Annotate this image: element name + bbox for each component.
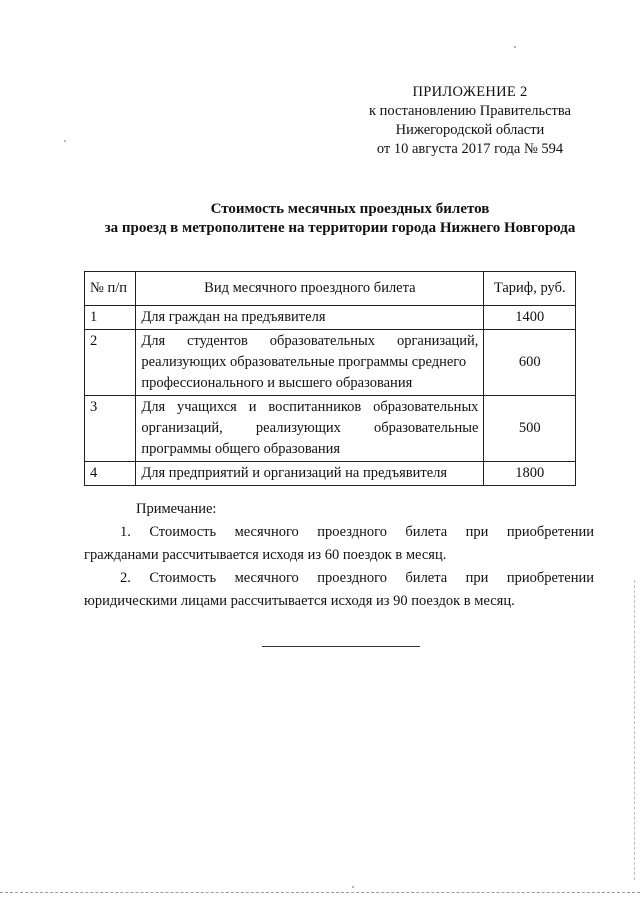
note-item-1 [84, 521, 594, 567]
closing-divider-line [262, 646, 420, 647]
row-number: 4 [85, 462, 136, 486]
note-item-2-continuation: юридическими лицами рассчитывается исходя из 90 поездок в месяц. [84, 593, 515, 609]
header-tariff: Тариф, руб. [484, 272, 576, 306]
row-ticket-type-line: Для предприятий и организаций на предъявителя [141, 465, 448, 481]
row-ticket-type-line: программы общего образования [141, 441, 341, 457]
header-ticket-type: Вид месячного проездного билета [136, 272, 484, 306]
row-number: 2 [85, 330, 136, 396]
row-ticket-type-line: профессионального и высшего образования [141, 375, 413, 391]
document-title [0, 200, 640, 238]
row-tariff: 500 [484, 396, 576, 462]
appendix-reference-date: от 10 августа 2017 года № 594 [376, 141, 564, 157]
scan-speck [64, 140, 66, 142]
notes-section [84, 498, 594, 613]
note-item-2 [84, 567, 594, 613]
note-item-2-first-line: 2. Стоимость месячного проездного билета при приобретении [120, 570, 594, 586]
scan-edge-bottom [0, 892, 640, 893]
header-number: № п/п [85, 272, 136, 306]
table-row [85, 396, 576, 462]
title-line-2: за проезд в метрополитене на территории города Нижнего Новгорода [104, 220, 576, 236]
table-row [85, 462, 576, 486]
note-item-1-continuation: гражданами рассчитывается исходя из 60 поездок в месяц. [84, 547, 447, 563]
appendix-header [350, 83, 590, 159]
table-row [85, 330, 576, 396]
note-item-1-first-line: 1. Стоимость месячного проездного билета при приобретении [120, 524, 594, 540]
row-tariff: 1400 [484, 306, 576, 330]
table-row [85, 306, 576, 330]
row-ticket-type-line: организаций, реализующих образовательные [141, 420, 479, 436]
appendix-reference-line-1: к постановлению Правительства [369, 103, 571, 119]
row-ticket-type [136, 306, 484, 330]
row-number: 3 [85, 396, 136, 462]
appendix-number: ПРИЛОЖЕНИЕ 2 [412, 84, 528, 100]
row-ticket-type-line: Для учащихся и воспитанников образовательных [141, 399, 479, 415]
row-tariff: 1800 [484, 462, 576, 486]
table-header-row [85, 272, 576, 306]
row-number: 1 [85, 306, 136, 330]
notes-title: Примечание: [136, 501, 217, 517]
row-ticket-type-line: Для студентов образовательных организаций, [141, 333, 479, 349]
appendix-reference-line-2: Нижегородской области [395, 122, 545, 138]
tariff-table [84, 271, 576, 486]
title-line-1: Стоимость месячных проездных билетов [210, 201, 490, 217]
row-tariff: 600 [484, 330, 576, 396]
scan-speck [514, 46, 516, 48]
row-ticket-type-line: реализующих образовательные программы среднего [141, 354, 467, 370]
scan-edge-right [634, 580, 635, 880]
row-ticket-type [136, 330, 484, 396]
scan-speck [352, 886, 354, 888]
row-ticket-type-line: Для граждан на предъявителя [141, 309, 326, 325]
row-ticket-type [136, 396, 484, 462]
row-ticket-type [136, 462, 484, 486]
